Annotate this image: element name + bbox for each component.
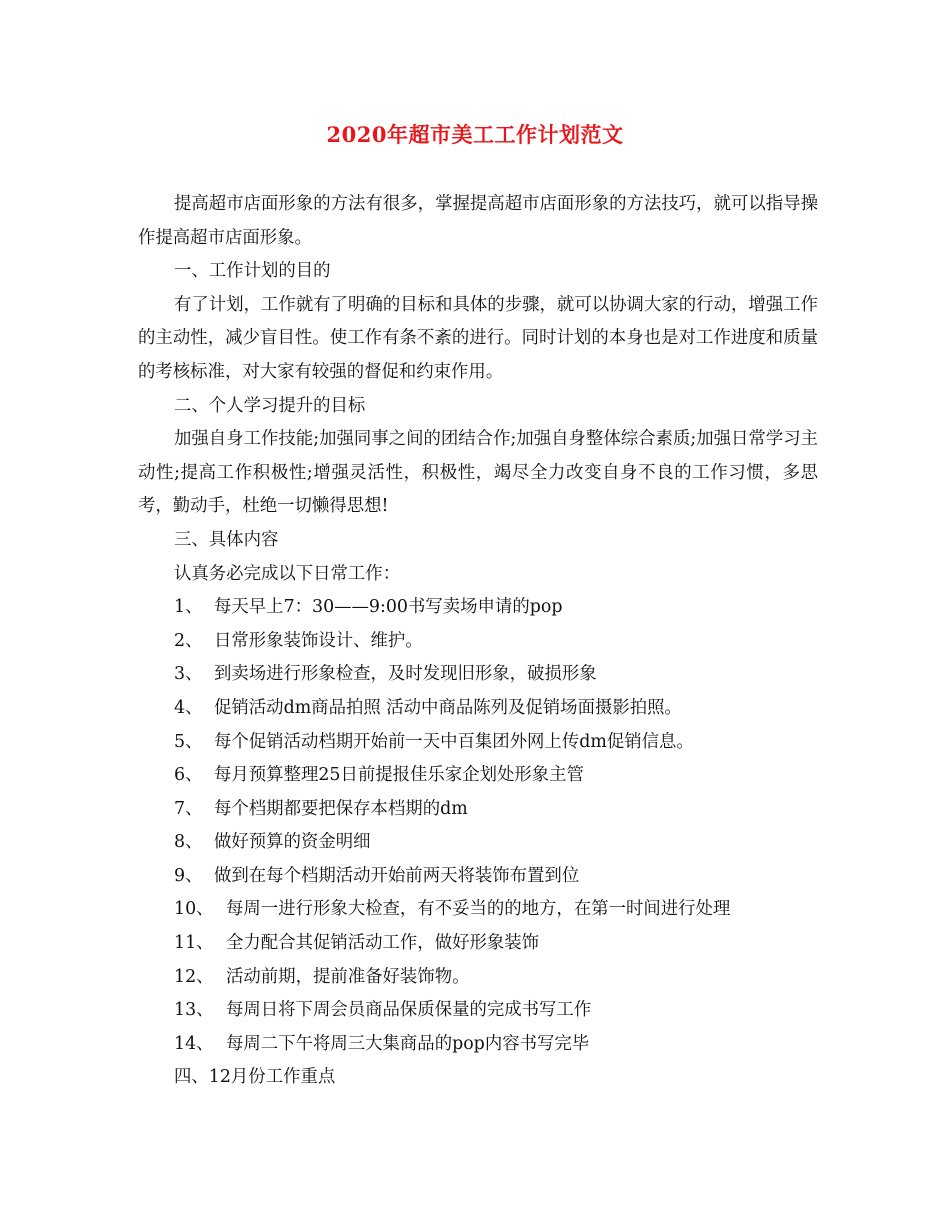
task-text: 每月预算整理25日前提报佳乐家企划处形象主管 xyxy=(214,765,584,786)
task-text: 每个档期都要把保存本档期的dm xyxy=(214,798,468,819)
task-number: 12、 xyxy=(174,966,214,987)
task-list-item xyxy=(138,961,818,995)
task-list-item xyxy=(138,591,818,625)
document-body xyxy=(138,188,818,1095)
task-number: 6、 xyxy=(174,765,203,786)
task-number: 7、 xyxy=(174,798,203,819)
task-text: 做到在每个档期活动开始前两天将装饰布置到位 xyxy=(214,865,580,886)
task-text: 每个促销活动档期开始前一天中百集团外网上传dm促销信息。 xyxy=(214,731,694,752)
section-heading-learning-goals: 二、个人学习提升的目标 xyxy=(174,395,366,416)
task-number: 14、 xyxy=(174,1033,214,1054)
task-text: 每周二下午将周三大集商品的pop内容书写完毕 xyxy=(226,1033,590,1054)
document-title: 2020年超市美工工作计划范文 xyxy=(326,122,624,147)
task-number: 4、 xyxy=(174,697,203,718)
task-text: 全力配合其促销活动工作，做好形象装饰 xyxy=(226,933,540,954)
task-number: 11、 xyxy=(174,933,214,954)
section-lead-content: 认真务必完成以下日常工作： xyxy=(174,563,401,584)
task-number: 10、 xyxy=(174,899,214,920)
task-list-item xyxy=(138,625,818,659)
task-number: 5、 xyxy=(174,731,203,752)
task-list-item xyxy=(138,759,818,793)
task-list xyxy=(138,591,818,1061)
task-list-item xyxy=(138,927,818,961)
task-number: 8、 xyxy=(174,832,203,853)
task-list-item xyxy=(138,726,818,760)
task-number: 3、 xyxy=(174,664,203,685)
task-text: 到卖场进行形象检查，及时发现旧形象，破损形象 xyxy=(214,664,597,685)
section-heading-content: 三、具体内容 xyxy=(174,529,279,550)
task-list-item xyxy=(138,692,818,726)
section-heading-purpose: 一、工作计划的目的 xyxy=(174,261,331,282)
task-number: 1、 xyxy=(174,597,203,618)
task-text: 做好预算的资金明细 xyxy=(214,832,371,853)
task-number: 9、 xyxy=(174,865,203,886)
task-text: 日常形象装饰设计、维护。 xyxy=(214,630,423,651)
task-text: 促销活动dm商品拍照 活动中商品陈列及促销场面摄影拍照。 xyxy=(214,697,682,718)
intro-paragraph: 提高超市店面形象的方法有很多，掌握提高超市店面形象的方法技巧，就可以指导操作提高超市店面形象。 xyxy=(138,194,818,248)
task-number: 13、 xyxy=(174,1000,214,1021)
task-list-item xyxy=(138,826,818,860)
task-list-item xyxy=(138,658,818,692)
task-text: 每天早上7：30——9:00书写卖场申请的pop xyxy=(214,597,563,618)
task-number: 2、 xyxy=(174,630,203,651)
task-list-item xyxy=(138,994,818,1028)
task-text: 活动前期，提前准备好装饰物。 xyxy=(226,966,470,987)
task-text: 每周日将下周会员商品保质保量的完成书写工作 xyxy=(226,1000,592,1021)
task-list-item xyxy=(138,793,818,827)
section-paragraph-purpose: 有了计划，工作就有了明确的目标和具体的步骤，就可以协调大家的行动，增强工作的主动性，减少盲目性。使工作有条不紊的进行。同时计划的本身也是对工作进度和质量的考核标准，对大家有较强的督促和约束作用。 xyxy=(138,294,818,382)
section-paragraph-learning-goals: 加强自身工作技能;加强同事之间的团结合作;加强自身整体综合素质;加强日常学习主动性;提高工作积极性;增强灵活性，积极性，竭尽全力改变自身不良的工作习惯，多思考，勤动手，杜绝一切懒得思想! xyxy=(138,429,818,517)
task-text: 每周一进行形象大检查，有不妥当的的地方，在第一时间进行处理 xyxy=(226,899,731,920)
task-list-item xyxy=(138,893,818,927)
section-heading-december: 四、12月份工作重点 xyxy=(174,1067,336,1088)
task-list-item xyxy=(138,860,818,894)
task-list-item xyxy=(138,1028,818,1062)
